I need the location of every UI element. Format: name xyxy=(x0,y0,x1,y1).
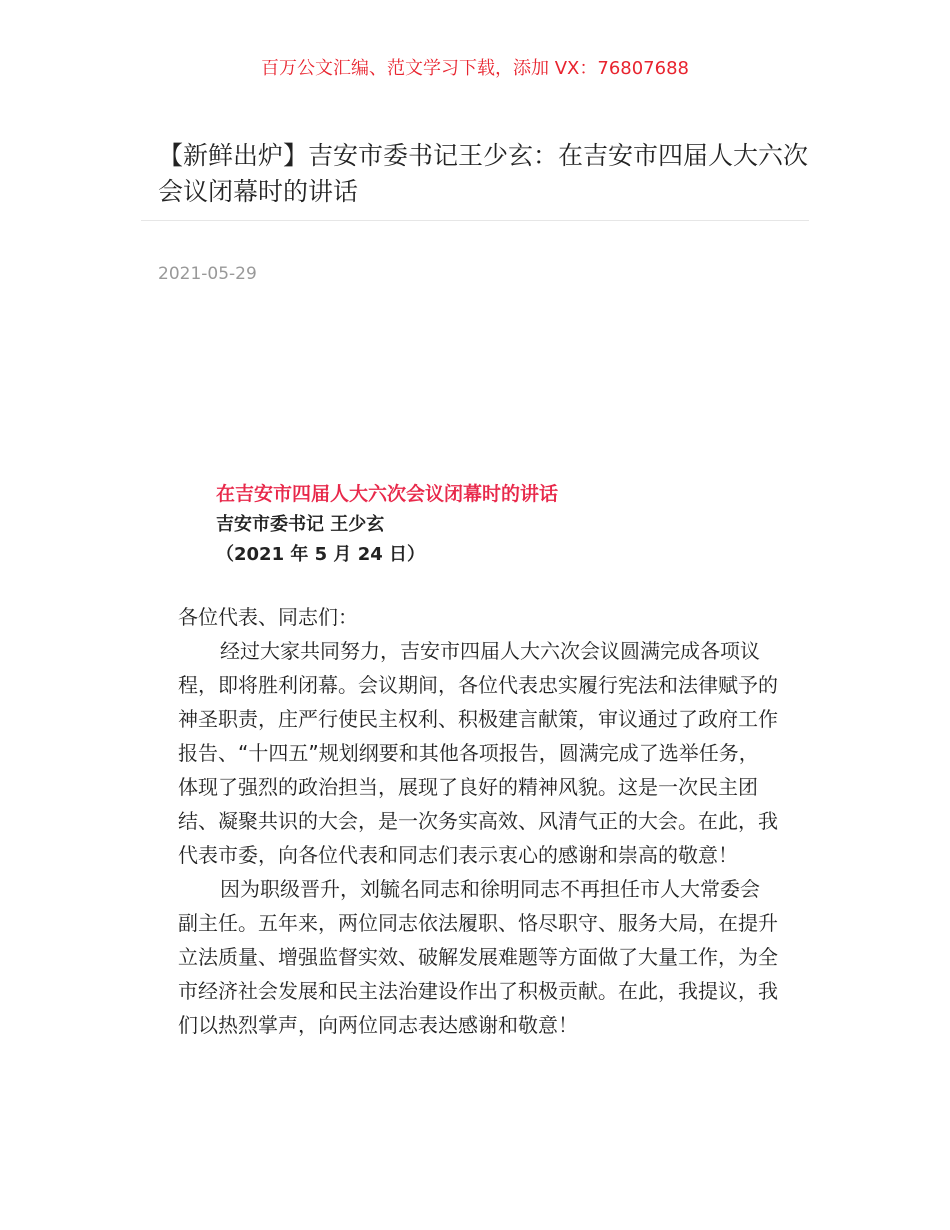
title-divider xyxy=(141,220,809,221)
body-paragraph: 因为职级晋升，刘毓名同志和徐明同志不再担任市人大常委会副主任。五年来，两位同志依法履职、恪尽职守、服务大局，在提升立法质量、增强监督实效、破解发展难题等方面做了大量工作，为全市经济社会发展和民主法治建设作出了积极贡献。在此，我提议，我们以热烈掌声，向两位同志表达感谢和敬意！ xyxy=(178,877,778,1037)
salutation: 各位代表、同志们： xyxy=(178,605,358,629)
article-title: 【新鲜出炉】吉安市委书记王少玄：在吉安市四届人大六次会议闭幕时的讲话 xyxy=(158,141,809,206)
publish-date: 2021-05-29 xyxy=(158,264,257,284)
watermark-banner: 百万公文汇编、范文学习下载，添加 VX：76807688 xyxy=(261,58,689,79)
speech-date: （2021 年 5 月 24 日） xyxy=(216,544,426,565)
speech-body xyxy=(178,600,778,1042)
body-paragraph: 经过大家共同努力，吉安市四届人大六次会议圆满完成各项议程，即将胜利闭幕。会议期间，各位代表忠实履行宪法和法律赋予的神圣职责，庄严行使民主权利、积极建言献策，审议通过了政府工作报告、“十四五”规划纲要和其他各项报告，圆满完成了选举任务，体现了强烈的政治担当，展现了良好的精神风貌。这是一次民主团结、凝聚共识的大会，是一次务实高效、风清气正的大会。在此，我代表市委，向各位代表和同志们表示衷心的感谢和崇高的敬意！ xyxy=(178,639,778,867)
speech-heading: 在吉安市四届人大六次会议闭幕时的讲话 xyxy=(216,483,559,505)
speaker-line: 吉安市委书记 王少玄 xyxy=(216,514,385,535)
